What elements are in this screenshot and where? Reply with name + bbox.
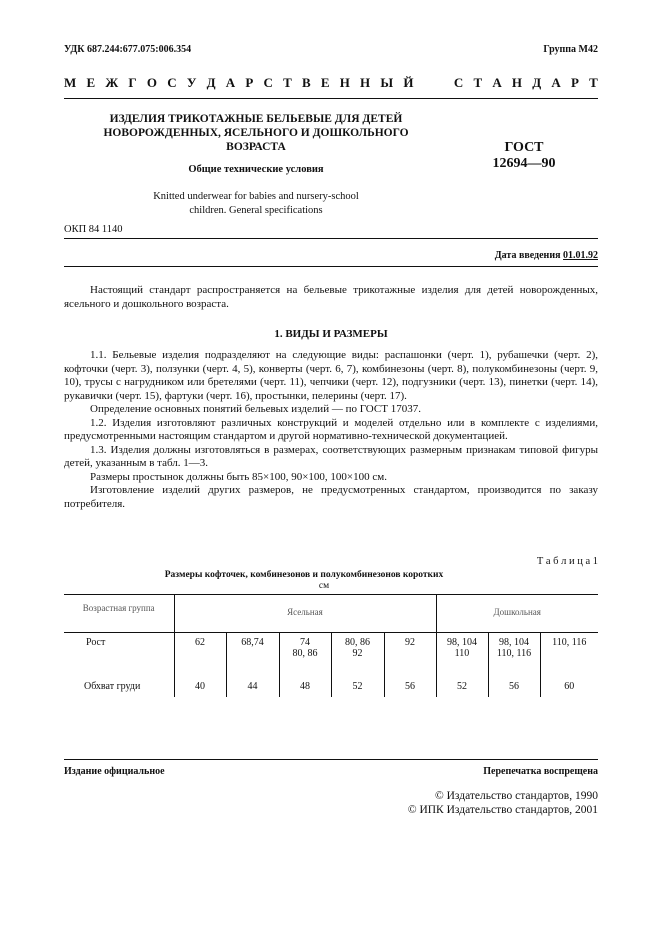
udk-code: УДК 687.244:677.075:006.354: [64, 44, 192, 55]
cell-value: 92: [405, 637, 415, 648]
group-code: Группа М42: [543, 44, 598, 55]
cell-value: 110, 116: [496, 648, 532, 659]
english-title-line-2: children. General specifications: [189, 205, 323, 216]
header-preschool: Дошкольная: [436, 595, 598, 633]
header-nursery: Ясельная: [174, 595, 436, 633]
table-cell: [436, 677, 488, 697]
standard-type-letter: Т: [473, 75, 483, 90]
table-cell: [226, 677, 279, 697]
standard-type: [64, 75, 598, 91]
paragraph-sheet-sizes: Размеры простынок должны быть 85×100, 90×100, 100×100 см.: [90, 470, 387, 483]
english-title: [96, 190, 416, 218]
title-rule: [64, 238, 598, 239]
cell-value: 60: [564, 680, 575, 692]
footer-rule: [64, 759, 598, 760]
gost-label: ГОСТ: [504, 140, 544, 155]
intro-date-label: Дата введения: [494, 250, 561, 261]
section-1-title: 1. ВИДЫ И РАЗМЕРЫ: [274, 328, 388, 340]
column-header-age-group: [64, 595, 174, 633]
table-cell: [226, 633, 279, 677]
row-label: Обхват груди: [64, 677, 174, 697]
paragraph-1-2: 1.2. Изделия изготовляют различных конструкций и моделей отдельно или в комплекте с изделиями, предусмотренными настоящим стандартом и другой нормативно-технической документацией.: [64, 416, 598, 442]
cell-value: 44: [247, 680, 258, 692]
table-cell: [540, 633, 598, 677]
cell-value: 52: [457, 680, 467, 692]
table-cell: [436, 633, 488, 677]
standard-type-letter: О: [146, 75, 158, 90]
cell-value: 98, 104: [499, 637, 529, 648]
standard-type-letter: А: [492, 75, 502, 90]
title-line-1: ИЗДЕЛИЯ ТРИКОТАЖНЫЕ БЕЛЬЕВЫЕ ДЛЯ ДЕТЕЙ: [109, 113, 403, 125]
table-cell: [331, 633, 384, 677]
cell-value: 68,74: [241, 637, 264, 648]
row-label: Рост: [64, 633, 174, 677]
standard-type-letter: С: [263, 75, 273, 90]
english-title-line-1: Knitted underwear for babies and nursery-school: [153, 191, 359, 202]
cell-value: 56: [405, 680, 415, 692]
cell-value: 48: [300, 680, 310, 692]
standard-type-letter: Й: [403, 75, 414, 90]
standard-type-letter: Н: [511, 75, 523, 90]
standard-type-letter: [424, 75, 444, 91]
standard-type-letter: Е: [320, 75, 330, 90]
standard-type-letter: А: [225, 75, 236, 90]
table-row: [64, 677, 598, 697]
paragraph-1-1: 1.1. Бельевые изделия подразделяют на следующие виды: распашонки (черт. 1), рубашечки (черт. 2), кофточки (черт. 3), ползунки (черт. 4, 5), конверты (черт. 6, 7), комбинезоны (черт. 8), полукомбинезоны (черт. 9, 10), трусы с нагрудником или бретелями (черт. 11), чепчики (черт. 12), подгузники (черт. 13), пинетки (черт. 14), рукавички (черт. 15), фартуки (черт. 16), простынки, пелерины (черт. 17).: [64, 349, 598, 402]
copyright-1990: © Издательство стандартов, 1990: [434, 790, 598, 802]
intro-paragraph: Настоящий стандарт распространяется на бельевые трикотажные изделия для детей новорожденных, ясельного и дошкольного возраста.: [64, 284, 598, 310]
gost-designation: [484, 140, 564, 172]
standard-type-letter: Н: [360, 75, 371, 90]
standard-type-letter: У: [186, 75, 197, 90]
standard-type-letter: Ы: [380, 75, 394, 90]
sizes-table: [64, 594, 598, 697]
table-cell: [279, 677, 331, 697]
table-cell: [488, 677, 540, 697]
table-caption: Размеры кофточек, комбинезонов и полукомбинезонов коротких: [164, 570, 444, 580]
cell-value: 110: [454, 648, 470, 659]
header-rule: [64, 98, 598, 99]
paragraph-custom-sizes: Изготовление изделий других размеров, не предусмотренных стандартом, производится по заказу потребителя.: [64, 484, 598, 510]
standard-type-letter: С: [167, 75, 177, 90]
document-subtitle: Общие технические условия: [188, 164, 324, 175]
standard-type-letter: Р: [571, 75, 579, 90]
reprint-notice: Перепечатка воспрещена: [483, 766, 598, 777]
cell-value: 62: [195, 637, 205, 648]
standard-type-letter: Р: [245, 75, 254, 90]
table-unit: см: [318, 581, 330, 591]
table-cell: [174, 633, 226, 677]
table-cell: [279, 633, 331, 677]
column-header-label: Возрастная группа: [82, 603, 155, 613]
standard-type-letter: Е: [86, 75, 96, 90]
official-edition: Издание официальное: [64, 766, 165, 777]
table-cell: [384, 633, 436, 677]
table-header-row: [64, 595, 598, 633]
intro-date-value: 01.01.92: [563, 250, 598, 261]
cell-value: 98, 104: [447, 637, 477, 648]
standard-type-letter: А: [551, 75, 561, 90]
cell-value: 74: [300, 637, 310, 648]
table-cell: [174, 677, 226, 697]
paragraph-definition: Определение основных понятий бельевых изделий — по ГОСТ 17037.: [90, 403, 421, 415]
gost-number: 12694—90: [492, 156, 556, 171]
table-label: Т а б л и ц а 1: [536, 556, 598, 567]
title-line-2: НОВОРОЖДЕННЫХ, ЯСЕЛЬНОГО И ДОШКОЛЬНОГО: [103, 127, 409, 139]
cell-value: 80, 86: [345, 637, 370, 648]
standard-type-letter: Т: [283, 75, 292, 90]
cell-value: 56: [509, 680, 519, 692]
cell-value: 40: [195, 680, 205, 692]
paragraph-1-3: 1.3. Изделия должны изготовляться в размерах, соответствующих размерным признакам типовой фигуры детей, указанным в табл. 1—3.: [64, 443, 598, 469]
standard-type-letter: Т: [589, 75, 598, 90]
cell-value: 92: [352, 648, 363, 659]
standard-type-letter: В: [301, 75, 311, 90]
cell-value: 80, 86: [292, 648, 318, 659]
standard-type-letter: М: [64, 75, 77, 90]
standard-type-letter: Ж: [105, 75, 119, 90]
table-row: [64, 633, 598, 677]
table-cell: [331, 677, 384, 697]
okp-code: ОКП 84 1140: [64, 224, 123, 235]
standard-type-letter: С: [453, 75, 464, 90]
standard-type-letter: Д: [206, 75, 216, 90]
standard-type-letter: Г: [128, 75, 137, 90]
cell-value: 52: [352, 680, 363, 692]
table-cell: [540, 677, 598, 697]
standard-type-letter: Д: [532, 75, 542, 90]
table-cell: [488, 633, 540, 677]
section-1-body: [64, 349, 598, 511]
title-line-3: ВОЗРАСТА: [226, 141, 286, 153]
intro-date: [495, 250, 598, 261]
standard-type-letter: Н: [339, 75, 350, 90]
document-title: [96, 112, 416, 154]
table-cell: [384, 677, 436, 697]
date-rule: [64, 266, 598, 267]
cell-value: 110, 116: [552, 637, 587, 648]
copyright-2001: © ИПК Издательство стандартов, 2001: [407, 804, 598, 816]
